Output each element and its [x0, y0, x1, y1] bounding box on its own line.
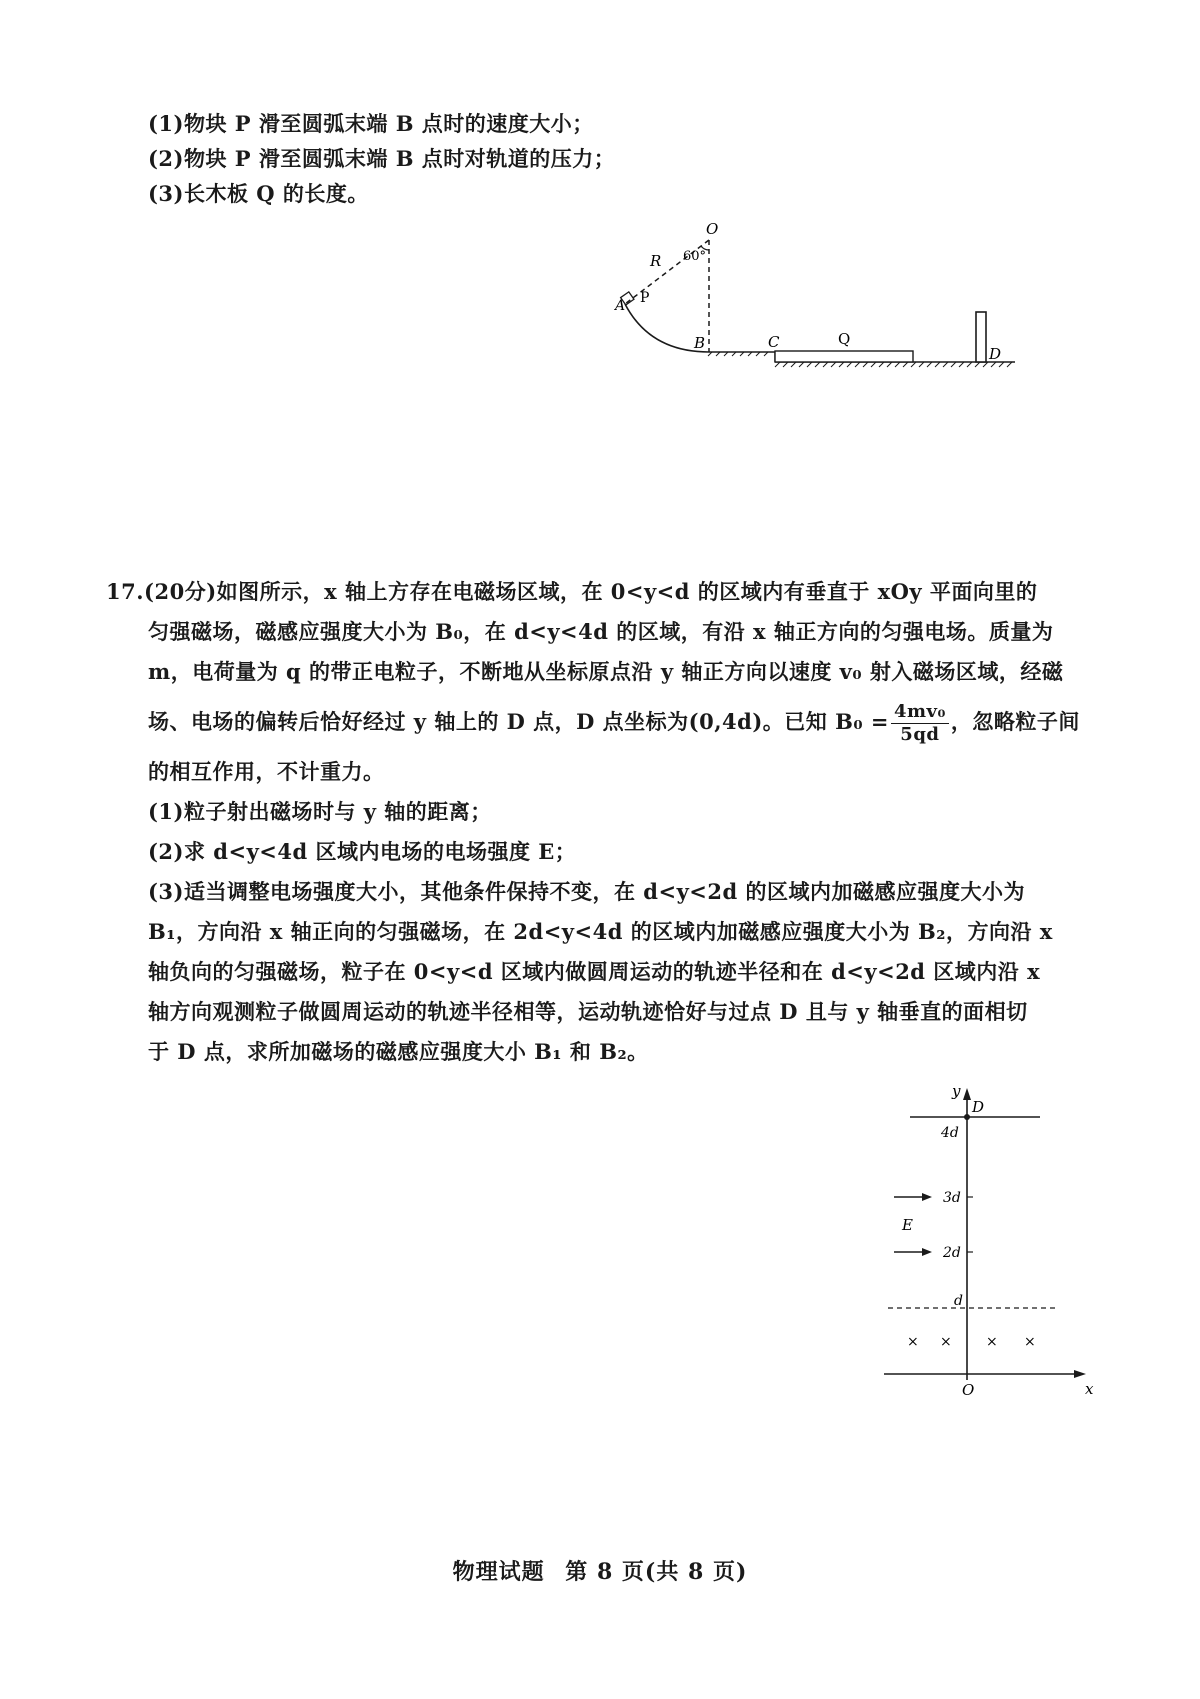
q17-figure [880, 1080, 1120, 1400]
label-angle: 60° [683, 249, 707, 264]
q17-line3: m，电荷量为 q 的带正电粒子，不断地从坐标原点沿 y 轴正方向以速度 v₀ 射入磁场区域，经磁 [148, 659, 1064, 684]
footer-page-number: 第 8 页(共 8 页) [565, 1559, 748, 1585]
label-Q: Q [838, 330, 851, 348]
q17-line1: 17.(20分)如图所示，x 轴上方存在电磁场区域，在 0<y<d 的区域内有垂直于 xOy 平面向里的 [106, 579, 1038, 604]
point-D [964, 1114, 970, 1120]
fraction-numerator: 4mv₀ [891, 701, 949, 724]
tick-label-2d: 2d [943, 1245, 961, 1261]
q16-sub3: (3)长木板 Q 的长度。 [148, 181, 369, 206]
label-C: C [768, 333, 780, 351]
y-axis-arrow [963, 1088, 971, 1100]
q17-sub3-line3: 轴负向的匀强磁场，粒子在 0<y<d 区域内做圆周运动的轨迹半径和在 d<y<2d 区域内沿 x [148, 959, 1041, 984]
label-A: A [615, 298, 626, 314]
field-cross: × [907, 1334, 919, 1350]
label-origin: O [962, 1381, 975, 1399]
label-D: D [972, 1098, 985, 1116]
q17-line5: 的相互作用，不计重力。 [148, 759, 385, 784]
q16-sub1: (1)物块 P 滑至圆弧末端 B 点时的速度大小； [148, 111, 594, 136]
tick-label-d: d [954, 1293, 963, 1309]
q16-figure [615, 220, 1120, 420]
board-Q [775, 351, 913, 362]
tick-label-3d: 3d [943, 1190, 961, 1206]
label-B: B [694, 334, 706, 352]
x-axis-arrow [1074, 1370, 1086, 1378]
q17-line4-post: ，忽略粒子间 [950, 709, 1080, 734]
field-arrow-2 [894, 1248, 932, 1256]
label-R: R [650, 252, 662, 270]
q17-stem [106, 572, 1100, 1072]
q17-sub3-line2: B₁，方向沿 x 轴正向的匀强磁场，在 2d<y<4d 的区域内加磁感应强度大小为 B₂，方向沿 x [148, 919, 1053, 944]
wall-D [976, 312, 986, 362]
q16-sub2: (2)物块 P 滑至圆弧末端 B 点时对轨道的压力； [148, 146, 616, 171]
q17-line4-pre: 场、电场的偏转后恰好经过 y 轴上的 D 点，D 点坐标为(0,4d)。已知 B₀ = [148, 709, 889, 734]
label-P: P [640, 290, 650, 306]
q17-sub1: (1)粒子射出磁场时与 y 轴的距离； [148, 799, 492, 824]
label-O: O [706, 220, 719, 238]
field-cross: × [986, 1334, 998, 1350]
label-x-axis: x [1085, 1380, 1094, 1398]
footer-subject: 物理试题 [452, 1559, 545, 1585]
field-cross: × [940, 1334, 952, 1350]
tick-label-4d: 4d [941, 1125, 959, 1141]
label-E: E [902, 1216, 913, 1234]
fraction-denominator: 5qd [900, 724, 940, 745]
field-arrow-1 [894, 1193, 932, 1201]
q17-sub3-line5: 于 D 点，求所加磁场的磁感应强度大小 B₁ 和 B₂。 [148, 1039, 649, 1064]
q17-line2: 匀强磁场，磁感应强度大小为 B₀，在 d<y<4d 的区域，有沿 x 轴正方向的匀强电场。质量为 [148, 619, 1054, 644]
page-footer [0, 1555, 1200, 1586]
q17-sub3-line1: (3)适当调整电场强度大小，其他条件保持不变，在 d<y<2d 的区域内加磁感应强度大小为 [148, 879, 1025, 904]
q17-sub3-line4: 轴方向观测粒子做圆周运动的轨迹半径相等，运动轨迹恰好与过点 D 且与 y 轴垂直的面相切 [148, 999, 1028, 1024]
q17-fraction [891, 701, 949, 746]
label-y-axis: y [952, 1082, 961, 1100]
q17-sub2: (2)求 d<y<4d 区域内电场的电场强度 E； [148, 839, 577, 864]
label-D: D [989, 345, 1002, 363]
field-cross: × [1024, 1334, 1036, 1350]
q17-line4 [110, 692, 1100, 752]
